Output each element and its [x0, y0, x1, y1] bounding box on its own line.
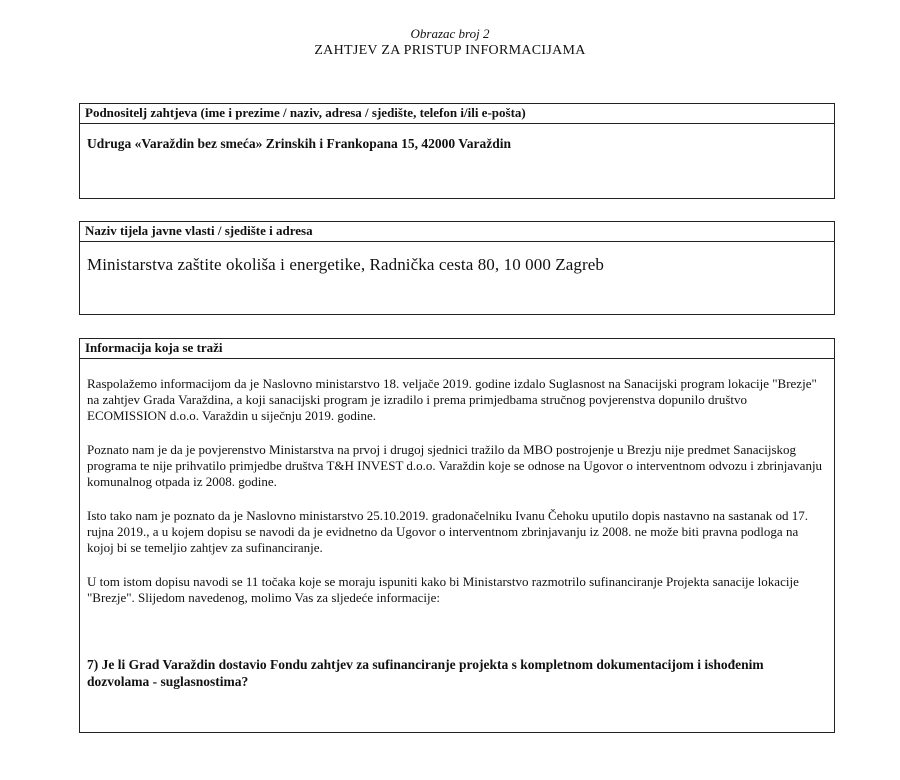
- information-section: [79, 338, 835, 733]
- information-label: Informacija koja se traži: [80, 339, 834, 359]
- document-title: ZAHTJEV ZA PRISTUP INFORMACIJAMA: [314, 43, 586, 58]
- authority-label: Naziv tijela javne vlasti / sjedište i adresa: [80, 222, 834, 242]
- applicant-label: Podnositelj zahtjeva (ime i prezime / naziv, adresa / sjedište, telefon i/ili e-pošta): [80, 104, 834, 124]
- information-paragraph: U tom istom dopisu navodi se 11 točaka koje se moraju ispuniti kako bi Ministarstvo razmotrilo sufinanciranje Projekta sanacije lokacije "Brezje". Slijedom navedenog, molimo Vas za sljedeće informacije:: [87, 574, 799, 605]
- form-number: Obrazac broj 2: [410, 26, 490, 41]
- authority-value: Ministarstva zaštite okoliša i energetike, Radnička cesta 80, 10 000 Zagreb: [87, 255, 605, 274]
- applicant-section: [79, 103, 835, 199]
- applicant-value: Udruga «Varaždin bez smeća» Zrinskih i Frankopana 15, 42000 Varaždin: [87, 136, 512, 151]
- information-paragraph: Raspolažemo informacijom da je Naslovno ministarstvo 18. veljače 2019. godine izdalo Suglasnost na Sanacijski program lokacije "Brezje" na zahtjev Grada Varaždina, a koji sanacijski program je izradilo i prema primjedbama stručnog povjerenstva dopunilo društvo ECOMISSION d.o.o. Varaždin u siječnju 2019. godine.: [87, 376, 817, 423]
- information-question: 7) Je li Grad Varaždin dostavio Fondu zahtjev za sufinanciranje projekta s kompletnom dokumentacijom i ishođenim dozvolama - suglasnostima?: [87, 657, 764, 689]
- document-header: [0, 26, 900, 60]
- information-paragraph: Isto tako nam je poznato da je Naslovno ministarstvo 25.10.2019. gradonačelniku Ivanu Čehoku uputilo dopis nastavno na sastanak od 17. rujna 2019., a u kojem dopisu se navodi da je evidnetno da Ugovor o interventnom zbrinjavanju iz 2008. ne može biti pravna podloga na kojoj bi se temeljio zahtjev za sufinanciranje.: [87, 508, 809, 555]
- authority-section: [79, 221, 835, 315]
- information-paragraph: Poznato nam je da je povjerenstvo Ministarstva na prvoj i drugoj sjednici tražilo da MBO postrojenje u Brezju nije predmet Sanacijskog programa te nije prihvatilo primjedbe društva T&H INVEST d.o.o. Varaždin koje se odnose na Ugovor o interventnom odvozu i zbrinjavanju komunalnog otpada iz 2008. godine.: [87, 442, 823, 489]
